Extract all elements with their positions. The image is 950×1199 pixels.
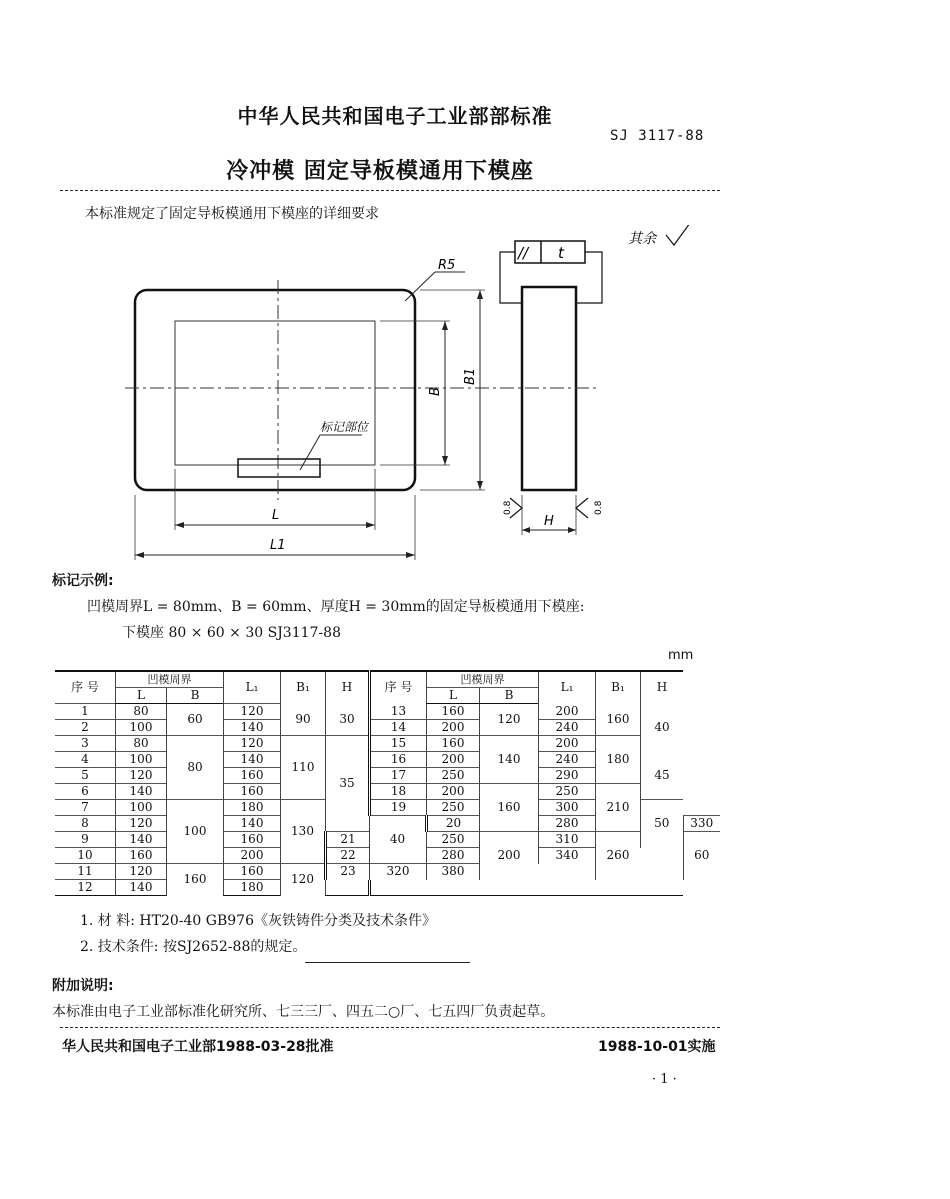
die-perimeter xyxy=(175,321,375,465)
table-cell: 5 xyxy=(55,768,116,784)
table-cell: 100 xyxy=(116,720,167,736)
header-l1: L₁ xyxy=(224,671,281,704)
table-cell: 240 xyxy=(539,720,596,736)
table-cell: 300 xyxy=(539,800,596,816)
table-cell: 240 xyxy=(539,752,596,768)
header-h-right: H xyxy=(641,671,684,704)
table-cell: 6 xyxy=(55,784,116,800)
header-b-right: B xyxy=(480,688,539,704)
page-number: · 1 · xyxy=(652,1072,677,1087)
header-h: H xyxy=(326,671,370,704)
table-cell: 100 xyxy=(116,752,167,768)
table-cell: 330 xyxy=(683,816,720,832)
header-l-right: L xyxy=(427,688,480,704)
table-cell: 22 xyxy=(326,848,370,864)
table-cell: 380 xyxy=(427,864,480,880)
table-cell: 10 xyxy=(55,848,116,864)
table-cell: 340 xyxy=(539,848,596,864)
radius-label: R5 xyxy=(438,258,456,273)
issuing-organization: 中华人民共和国电子工业部部标准 xyxy=(237,104,553,128)
header-l: L xyxy=(116,688,167,704)
example-heading: 标记示例: xyxy=(52,573,114,589)
table-cell: 90 xyxy=(281,704,326,736)
table-cell: 310 xyxy=(539,832,596,848)
dim-l1-label: L1 xyxy=(270,538,286,553)
table-cell: 20 xyxy=(427,816,480,832)
header-perimeter-right: 凹模周界 xyxy=(427,671,539,688)
table-cell: 19 xyxy=(370,800,427,816)
roughness-note-icon xyxy=(666,225,690,245)
technical-drawing xyxy=(100,225,720,565)
table-cell: 12 xyxy=(55,880,116,896)
table-cell: 120 xyxy=(116,864,167,880)
note-conditions: 2. 技术条件: 按SJ2652-88的规定。 xyxy=(80,939,307,955)
table-cell: 100 xyxy=(167,800,224,864)
table-cell: 40 xyxy=(641,704,684,752)
footer-divider xyxy=(60,1027,720,1028)
table-cell: 120 xyxy=(116,816,167,832)
table-cell: 250 xyxy=(539,784,596,800)
table-cell: 35 xyxy=(326,736,370,832)
table-cell: 30 xyxy=(326,704,370,736)
roughness-note: 其余 xyxy=(628,231,656,247)
table-cell: 120 xyxy=(480,704,539,736)
parallel-symbol: // xyxy=(518,244,529,262)
dim-h-label: H xyxy=(544,514,554,529)
table-cell: 200 xyxy=(427,752,480,768)
table-cell: 180 xyxy=(596,736,641,784)
table-cell: 60 xyxy=(683,832,720,880)
roughness-left-value: 0.8 xyxy=(503,500,513,515)
table-cell: 140 xyxy=(224,720,281,736)
mark-position-box xyxy=(238,459,320,477)
header-b1: B₁ xyxy=(281,671,326,704)
table-unit: mm xyxy=(668,648,694,663)
header-seq-right: 序 号 xyxy=(370,671,427,704)
table-cell: 160 xyxy=(224,832,281,848)
table-cell: 17 xyxy=(370,768,427,784)
table-cell: 200 xyxy=(539,736,596,752)
table-cell: 40 xyxy=(370,816,427,864)
table-cell xyxy=(370,880,684,896)
example-marking: 下模座 80 × 60 × 30 SJ3117-88 xyxy=(122,625,341,641)
tolerance-value: t xyxy=(558,244,564,262)
table-cell: 50 xyxy=(641,800,684,848)
table-cell: 140 xyxy=(480,736,539,784)
intro-text: 本标准规定了固定导板模通用下模座的详细要求 xyxy=(85,206,379,222)
table-cell: 140 xyxy=(224,816,281,832)
table-cell: 2 xyxy=(55,720,116,736)
table-cell: 260 xyxy=(596,832,641,880)
table-cell: 200 xyxy=(224,848,281,864)
table-cell: 160 xyxy=(224,784,281,800)
table-cell: 280 xyxy=(539,816,596,832)
approval-line: 华人民共和国电子工业部1988-03-28批准 xyxy=(62,1039,334,1055)
table-cell: 210 xyxy=(596,784,641,832)
table-cell: 160 xyxy=(116,848,167,864)
table-cell: 1 xyxy=(55,704,116,720)
table-cell: 16 xyxy=(370,752,427,768)
table-cell: 250 xyxy=(427,832,480,848)
table-cell: 200 xyxy=(427,720,480,736)
header-b1-right: B₁ xyxy=(596,671,641,704)
standard-code: SJ 3117-88 xyxy=(610,128,705,144)
table-cell: 13 xyxy=(370,704,427,720)
table-cell: 160 xyxy=(167,864,224,896)
table-cell: 160 xyxy=(480,784,539,832)
table-cell: 60 xyxy=(167,704,224,736)
table-cell: 140 xyxy=(116,832,167,848)
mark-position-label: 标记部位 xyxy=(320,420,369,434)
table-cell: 320 xyxy=(370,864,427,880)
example-text: 凹模周界L = 80mm、B = 60mm、厚度H = 30mm的固定导板模通用下模座: xyxy=(87,599,585,615)
table-cell: 8 xyxy=(55,816,116,832)
table-cell: 130 xyxy=(281,800,326,864)
table-cell: 140 xyxy=(116,880,167,896)
header-perimeter: 凹模周界 xyxy=(116,671,224,688)
dim-l-label: L xyxy=(272,508,280,523)
table-cell: 45 xyxy=(641,752,684,800)
dim-b-label: B xyxy=(428,387,443,396)
title-divider xyxy=(60,190,720,191)
appendix-heading: 附加说明: xyxy=(52,978,114,994)
implementation-date: 1988-10-01实施 xyxy=(598,1039,716,1055)
dimension-table xyxy=(55,670,720,896)
header-l1-right: L₁ xyxy=(539,671,596,704)
table-cell: 120 xyxy=(224,736,281,752)
table-cell: 80 xyxy=(116,736,167,752)
notes xyxy=(80,908,436,960)
notes-divider xyxy=(305,962,470,963)
header-seq: 序 号 xyxy=(55,671,116,704)
table-cell: 160 xyxy=(224,768,281,784)
table-cell: 250 xyxy=(427,800,480,816)
table-cell: 160 xyxy=(224,864,281,880)
table-cell: 4 xyxy=(55,752,116,768)
table-cell: 160 xyxy=(427,704,480,720)
roughness-right-value: 0.8 xyxy=(594,500,604,515)
table-cell: 100 xyxy=(116,800,167,816)
table-cell: 120 xyxy=(116,768,167,784)
table-cell: 290 xyxy=(539,768,596,784)
outer-outline xyxy=(135,290,415,490)
table-cell: 7 xyxy=(55,800,116,816)
table-cell: 9 xyxy=(55,832,116,848)
table-cell: 80 xyxy=(116,704,167,720)
table-cell: 140 xyxy=(116,784,167,800)
table-cell: 200 xyxy=(480,832,539,880)
table-cell: 15 xyxy=(370,736,427,752)
table-cell: 14 xyxy=(370,720,427,736)
table-cell: 280 xyxy=(427,848,480,864)
table-cell: 21 xyxy=(326,832,370,848)
appendix-text: 本标准由电子工业部标准化研究所、七三三厂、四五二○厂、七五四厂负责起草。 xyxy=(52,1004,555,1020)
table-cell: 11 xyxy=(55,864,116,880)
table-cell: 180 xyxy=(224,880,281,896)
table-cell: 180 xyxy=(224,800,281,816)
note-material: 1. 材 料: HT20-40 GB976《灰铁铸件分类及技术条件》 xyxy=(80,913,436,929)
table-cell: 3 xyxy=(55,736,116,752)
table-cell: 200 xyxy=(539,704,596,720)
table-cell: 18 xyxy=(370,784,427,800)
table-cell: 110 xyxy=(281,736,326,800)
table-cell: 140 xyxy=(224,752,281,768)
table-cell: 200 xyxy=(427,784,480,800)
table-cell: 160 xyxy=(596,704,641,736)
table-cell: 160 xyxy=(427,736,480,752)
table-cell: 250 xyxy=(427,768,480,784)
table-cell: 120 xyxy=(281,864,326,896)
table-cell: 120 xyxy=(224,704,281,720)
table-cell: 80 xyxy=(167,736,224,800)
document-title: 冷冲模 固定导板模通用下模座 xyxy=(226,159,534,184)
dim-b1-label: B1 xyxy=(463,367,478,385)
roughness-right-icon xyxy=(576,498,588,518)
table-cell: 23 xyxy=(326,864,370,880)
table-cell xyxy=(326,880,370,896)
header-b: B xyxy=(167,688,224,704)
